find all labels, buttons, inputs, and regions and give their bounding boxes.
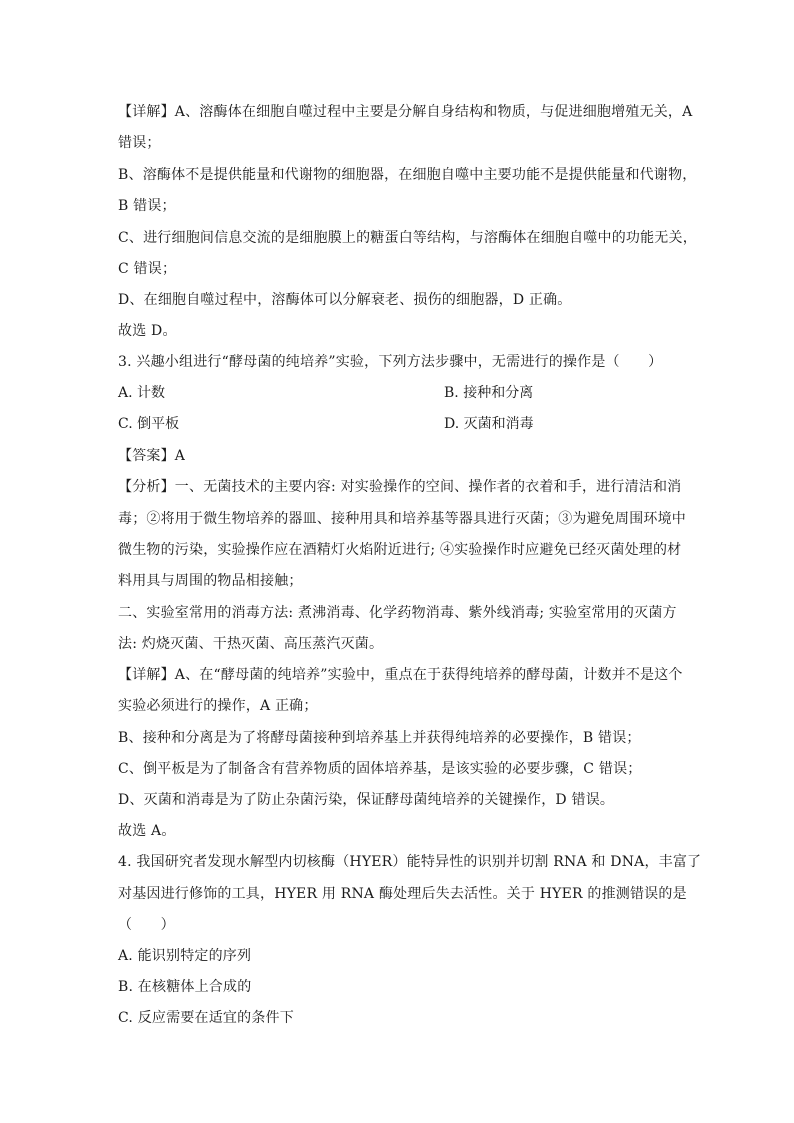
text-line: （ ） — [118, 917, 175, 933]
option-b: B. 接种和分离 — [444, 385, 534, 401]
text-line: 故选 D。 — [118, 323, 177, 339]
text-line: 【详解】A、溶酶体在细胞自噬过程中主要是分解自身结构和物质，与促进细胞增殖无关，A — [118, 104, 693, 120]
text-line: 毒；②将用于微生物培养的器皿、接种用具和培养基等器具进行灭菌；③为避免周围环境中 — [118, 511, 686, 527]
option-b: B. 在核糖体上合成的 — [118, 979, 252, 995]
option-c: C. 反应需要在适宜的条件下 — [118, 1010, 294, 1026]
text-line: C、进行细胞间信息交流的是细胞膜上的糖蛋白等结构，与溶酶体在细胞自噬中的功能无关， — [118, 230, 697, 246]
option-d: D. 灭菌和消毒 — [444, 416, 534, 432]
question-3-stem: 3. 兴趣小组进行“酵母菌的纯培养”实验，下列方法步骤中，无需进行的操作是（ ） — [118, 354, 663, 370]
text-line: B、接种和分离是为了将酵母菌接种到培养基上并获得纯培养的必要操作，B 错误； — [118, 730, 641, 746]
text-line: 【分析】一、无菌技术的主要内容: 对实验操作的空间、操作者的衣着和手，进行清洁和消 — [118, 479, 682, 495]
text-line: B 错误； — [118, 198, 176, 214]
text-line: B、溶酶体不是提供能量和代谢物的细胞器，在细胞自噬中主要功能不是提供能量和代谢物， — [118, 167, 697, 183]
text-line: 【详解】A、在“酵母菌的纯培养”实验中，重点在于获得纯培养的酵母菌，计数并不是这个 — [118, 667, 683, 683]
text-line: 错误； — [118, 135, 161, 151]
text-line: 实验必须进行的操作，A 正确； — [118, 698, 318, 714]
text-line: D、在细胞自噬过程中，溶酶体可以分解衰老、损伤的细胞器，D 正确。 — [118, 292, 572, 308]
answer-line: 【答案】A — [118, 448, 186, 464]
option-a: A. 能识别特定的序列 — [118, 948, 252, 964]
text-line: 法: 灼烧灭菌、干热灭菌、高压蒸汽灭菌。 — [118, 636, 384, 652]
text-line: D、灭菌和消毒是为了防止杂菌污染，保证酵母菌纯培养的关键操作，D 错误。 — [118, 792, 615, 808]
question-4-stem: 4. 我国研究者发现水解型内切核酶（HYER）能特异性的识别并切割 RNA 和 DNA，丰富了 — [118, 854, 702, 870]
text-line: 微生物的污染，实验操作应在酒精灯火焰附近进行; ④实验操作时应避免已经灭菌处理的材 — [118, 542, 682, 558]
text-line: 故选 A。 — [118, 823, 176, 839]
text-line: 料用具与周围的物品相接触； — [118, 573, 303, 589]
text-line: C、倒平板是为了制备含有营养物质的固体培养基，是该实验的必要步骤，C 错误； — [118, 761, 642, 777]
option-a: A. 计数 — [118, 385, 166, 401]
text-line: 二、实验室常用的消毒方法: 煮沸消毒、化学药物消毒、紫外线消毒; 实验室常用的灭菌方 — [118, 605, 677, 621]
text-line: C 错误； — [118, 261, 177, 277]
text-line: 对基因进行修饰的工具，HYER 用 RNA 酶处理后失去活性。关于 HYER 的推测错误的是 — [118, 886, 687, 902]
option-c: C. 倒平板 — [118, 416, 180, 432]
